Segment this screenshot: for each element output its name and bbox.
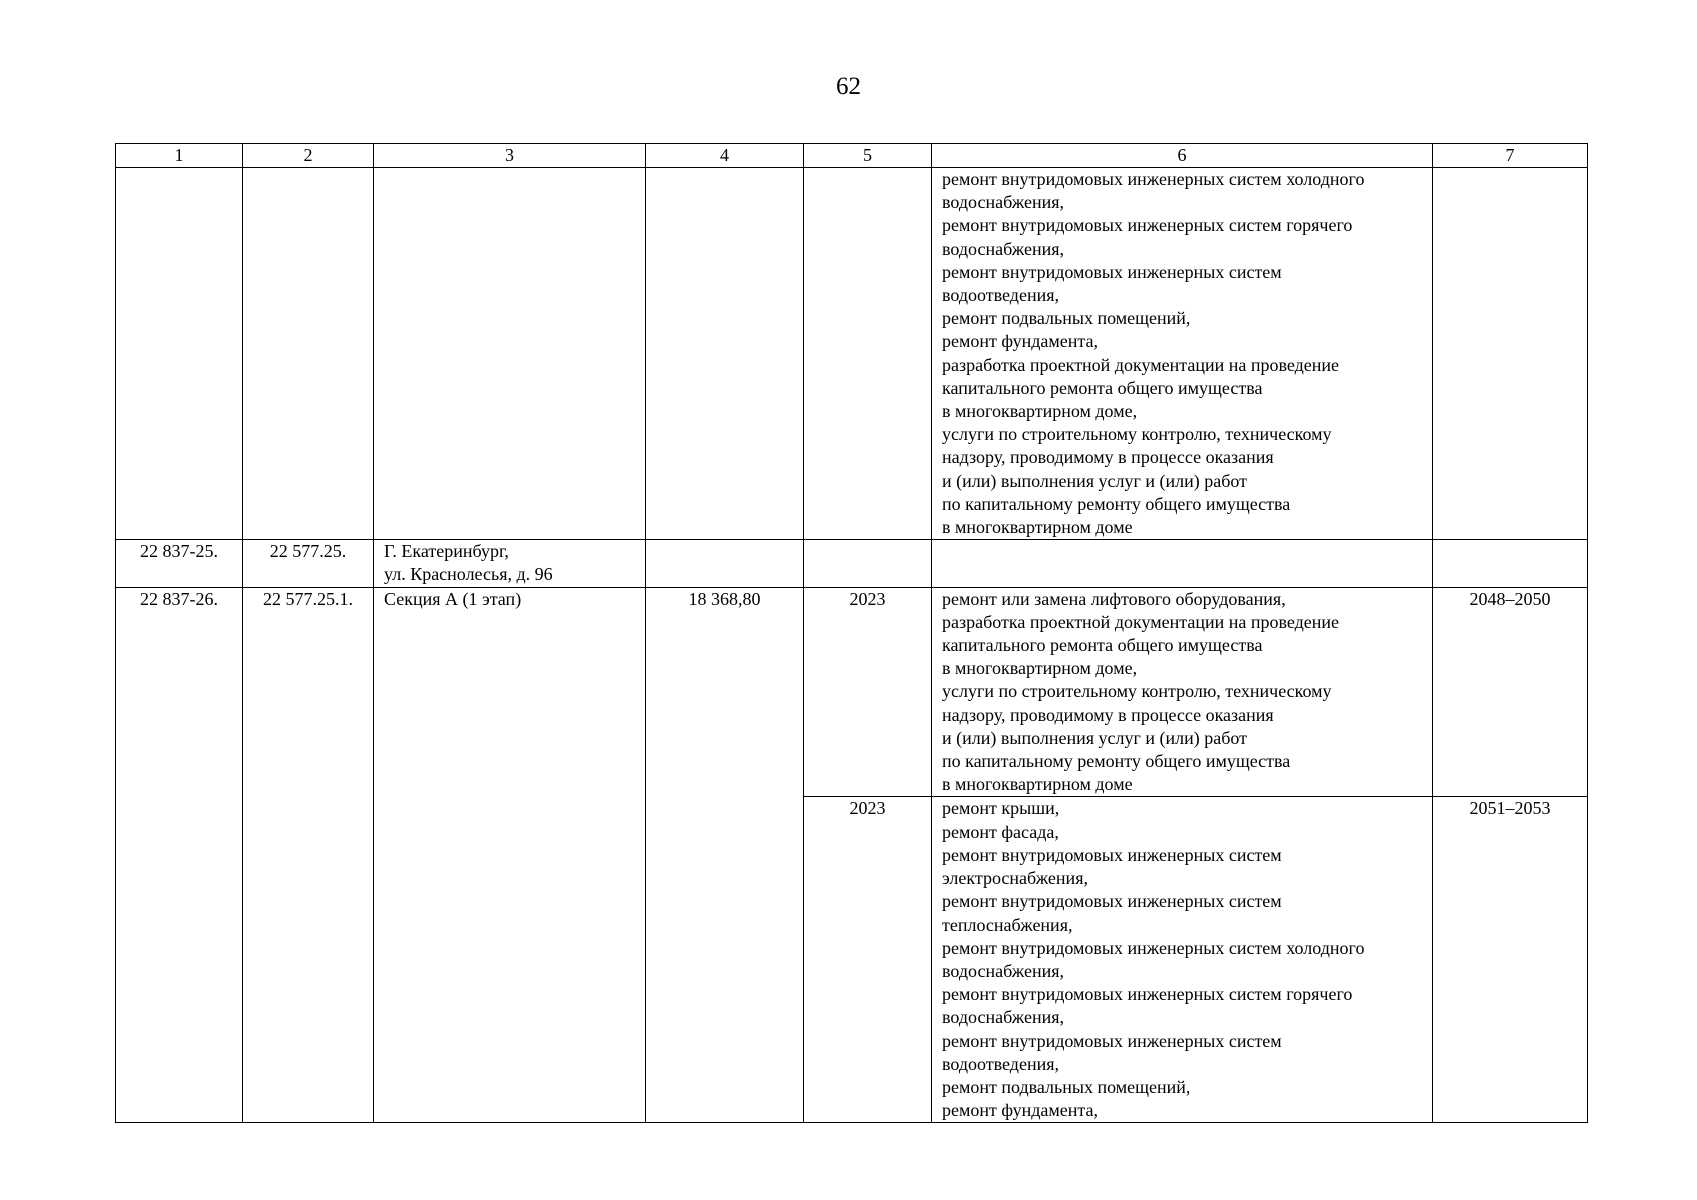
capital-repair-table <box>115 143 1588 1123</box>
entry-1-works <box>932 587 1433 797</box>
text-line: водоотведения, <box>942 285 1059 306</box>
text-line: водоснабжения, <box>942 960 1065 981</box>
header-row <box>116 144 1588 168</box>
text-line: и (или) выполнения услуг и (или) работ <box>942 727 1248 748</box>
text-line: ремонт подвальных помещений, <box>942 1076 1191 1097</box>
text-line: в многоквартирном доме, <box>942 401 1138 422</box>
text-line: в многоквартирном доме <box>942 774 1133 795</box>
text-line: надзору, проводимому в процессе оказания <box>942 447 1274 468</box>
text-line: ул. Краснолесья, д. 96 <box>384 564 553 585</box>
text-line: капитального ремонта общего имущества <box>942 635 1263 656</box>
cont-num-cell <box>116 168 243 540</box>
text-line: ремонт внутридомовых инженерных систем <box>942 891 1282 912</box>
section-row-num: 22 837-26. <box>116 587 243 1123</box>
entry-2-period: 2051–2053 <box>1433 797 1588 1123</box>
text-line: по капитальному ремонту общего имущества <box>942 493 1291 514</box>
cont-year-cell <box>804 168 932 540</box>
section-row-code: 22 577.25.1. <box>243 587 374 1123</box>
text-line: водоотведения, <box>942 1053 1059 1074</box>
text-line: ремонт крыши, <box>942 798 1060 819</box>
text-line: электроснабжения, <box>942 868 1088 889</box>
header-col-3: 3 <box>374 144 646 168</box>
text-line: услуги по строительному контролю, техническому <box>942 424 1332 445</box>
header-col-7: 7 <box>1433 144 1588 168</box>
section-row-entry-1 <box>116 587 1588 797</box>
text-line: ремонт или замена лифтового оборудования, <box>942 588 1286 609</box>
text-line: Г. Екатеринбург, <box>384 541 509 562</box>
text-line: в многоквартирном доме <box>942 517 1133 538</box>
address-row-code: 22 577.25. <box>243 540 374 587</box>
entry-1-period: 2048–2050 <box>1433 587 1588 797</box>
entry-2-year: 2023 <box>804 797 932 1123</box>
text-line: капитального ремонта общего имущества <box>942 377 1263 398</box>
entry-2-works <box>932 797 1433 1123</box>
section-row-area: 18 368,80 <box>646 587 804 1123</box>
address-row-works <box>932 540 1433 587</box>
text-line: услуги по строительному контролю, техническому <box>942 681 1332 702</box>
text-line: ремонт внутридомовых инженерных систем <box>942 844 1282 865</box>
header-col-6: 6 <box>932 144 1433 168</box>
section-row-name: Секция А (1 этап) <box>374 587 646 1123</box>
cont-area-cell <box>646 168 804 540</box>
header-col-1: 1 <box>116 144 243 168</box>
text-line: ремонт подвальных помещений, <box>942 308 1191 329</box>
cont-period-cell <box>1433 168 1588 540</box>
text-line: по капитальному ремонту общего имущества <box>942 751 1291 772</box>
text-line: ремонт внутридомовых инженерных систем горячего <box>942 984 1353 1005</box>
address-row-area <box>646 540 804 587</box>
address-row-year <box>804 540 932 587</box>
text-line: ремонт фасада, <box>942 821 1059 842</box>
page-number: 62 <box>836 73 861 100</box>
address-row-address <box>374 540 646 587</box>
text-line: ремонт внутридомовых инженерных систем горячего <box>942 215 1353 236</box>
text-line: ремонт фундамента, <box>942 1100 1098 1121</box>
header-col-2: 2 <box>243 144 374 168</box>
header-col-5: 5 <box>804 144 932 168</box>
text-line: ремонт внутридомовых инженерных систем <box>942 1030 1282 1051</box>
text-line: разработка проектной документации на проведение <box>942 354 1340 375</box>
text-line: ремонт фундамента, <box>942 331 1098 352</box>
address-row-num: 22 837-25. <box>116 540 243 587</box>
text-line: в многоквартирном доме, <box>942 658 1138 679</box>
continuation-row <box>116 168 1588 540</box>
address-row-period <box>1433 540 1588 587</box>
text-line: надзору, проводимому в процессе оказания <box>942 704 1274 725</box>
text-line: водоснабжения, <box>942 1007 1065 1028</box>
text-line: и (или) выполнения услуг и (или) работ <box>942 470 1248 491</box>
cont-code-cell <box>243 168 374 540</box>
address-row <box>116 540 1588 587</box>
entry-1-year: 2023 <box>804 587 932 797</box>
text-line: теплоснабжения, <box>942 914 1073 935</box>
text-line: водоснабжения, <box>942 192 1065 213</box>
text-line: разработка проектной документации на проведение <box>942 611 1340 632</box>
text-line: водоснабжения, <box>942 238 1065 259</box>
text-line: ремонт внутридомовых инженерных систем холодного <box>942 937 1365 958</box>
header-col-4: 4 <box>646 144 804 168</box>
cont-works-cell <box>932 168 1433 540</box>
text-line: ремонт внутридомовых инженерных систем <box>942 261 1282 282</box>
cont-address-cell <box>374 168 646 540</box>
text-line: ремонт внутридомовых инженерных систем холодного <box>942 169 1365 189</box>
